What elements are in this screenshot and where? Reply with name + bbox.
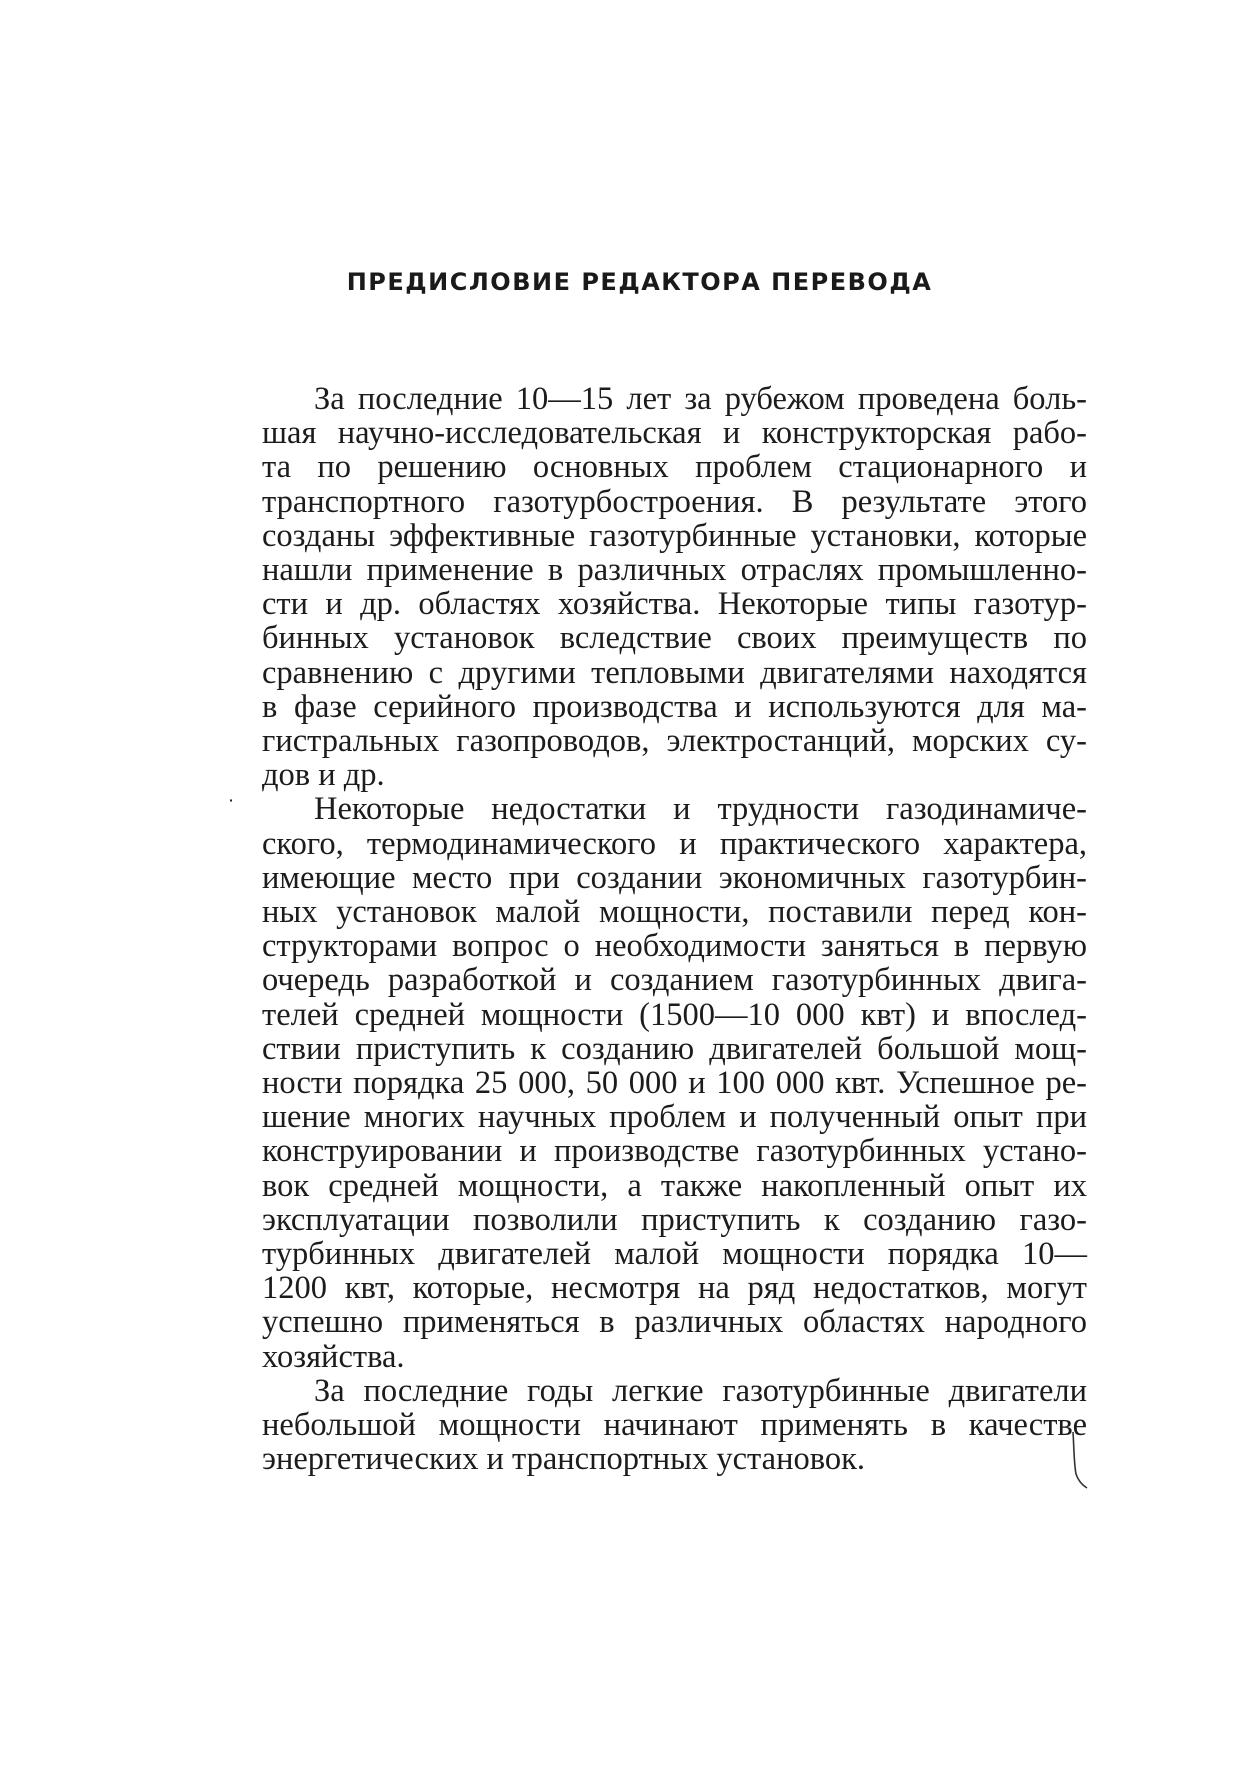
text-line: небольшой мощности начинают применять в качестве [262,1407,1087,1444]
text-line: та по решению основных проблем стационарного и [262,449,1087,486]
text-line: эксплуатации позволили приступить к созданию газо- [262,1201,1087,1238]
text-line: сти и др. областях хозяйства. Некоторые типы газотур- [262,586,1087,623]
text-line: энергетических и транспортных установок. [262,1441,866,1478]
text-line: хозяйства. [262,1338,405,1375]
text-line: шая научно-исследовательская и конструкторская рабо- [262,415,1087,452]
text-line: структорами вопрос о необходимости заняться в первую [262,928,1087,965]
text-line: турбинных двигателей малой мощности порядка 10— [262,1236,1087,1273]
text-line: ского, термодинамического и практического характера, [262,825,1087,862]
paragraph-3 [210,1374,1087,1477]
text-line: имеющие место при создании экономичных газотурбин- [262,859,1087,896]
text-line: За последние 10—15 лет за рубежом проведена боль- [314,381,1087,417]
pen-stroke-mark [1070,1430,1090,1490]
text-line: ности порядка 25 000, 50 000 и 100 000 квт. Успешное ре- [262,1065,1087,1102]
text-line: ных установок малой мощности, поставили перед кон- [262,894,1087,931]
text-line: вок средней мощности, а также накопленный опыт их [262,1167,1087,1204]
text-line: в фазе серийного производства и используются для ма- [262,688,1087,725]
paragraph-1 [210,382,1087,792]
text-line: 1200 квт, которые, несмотря на ряд недостатков, могут [262,1270,1087,1307]
text-line: бинных установок вследствие своих преимуществ по [262,620,1087,657]
stray-mark: ˙ [226,796,236,820]
text-line: успешно применяться в различных областях народного [262,1304,1087,1341]
text-line: гистральных газопроводов, электростанций, морских су- [262,723,1087,760]
text-line: шение многих научных проблем и полученный опыт при [262,1099,1087,1136]
text-line: конструировании и производстве газотурбинных устано- [262,1133,1087,1170]
text-line: сравнению с другими тепловыми двигателями находятся [262,654,1087,691]
text-line: нашли применение в различных отраслях промышленно- [262,552,1087,589]
text-line: За последние годы легкие газотурбинные двигатели [314,1372,1087,1409]
text-line: транспортного газотурбостроения. В результате этого [262,483,1087,520]
text-line: ствии приступить к созданию двигателей большой мощ- [262,1030,1087,1067]
text-line: очередь разработкой и созданием газотурбинных двига- [262,962,1087,999]
text-line: дов и др. [262,757,385,794]
page-heading: ПРЕДИСЛОВИЕ РЕДАКТОРА ПЕРЕВОДА [346,268,933,296]
paragraph-2 [210,792,1087,1373]
text-line: Некоторые недостатки и трудности газодинамиче- [314,791,1087,828]
text-line: созданы эффективные газотурбинные установки, которые [262,517,1087,554]
body-text [210,382,1087,1477]
text-line: телей средней мощности (1500—10 000 квт) и впослед- [262,996,1087,1033]
